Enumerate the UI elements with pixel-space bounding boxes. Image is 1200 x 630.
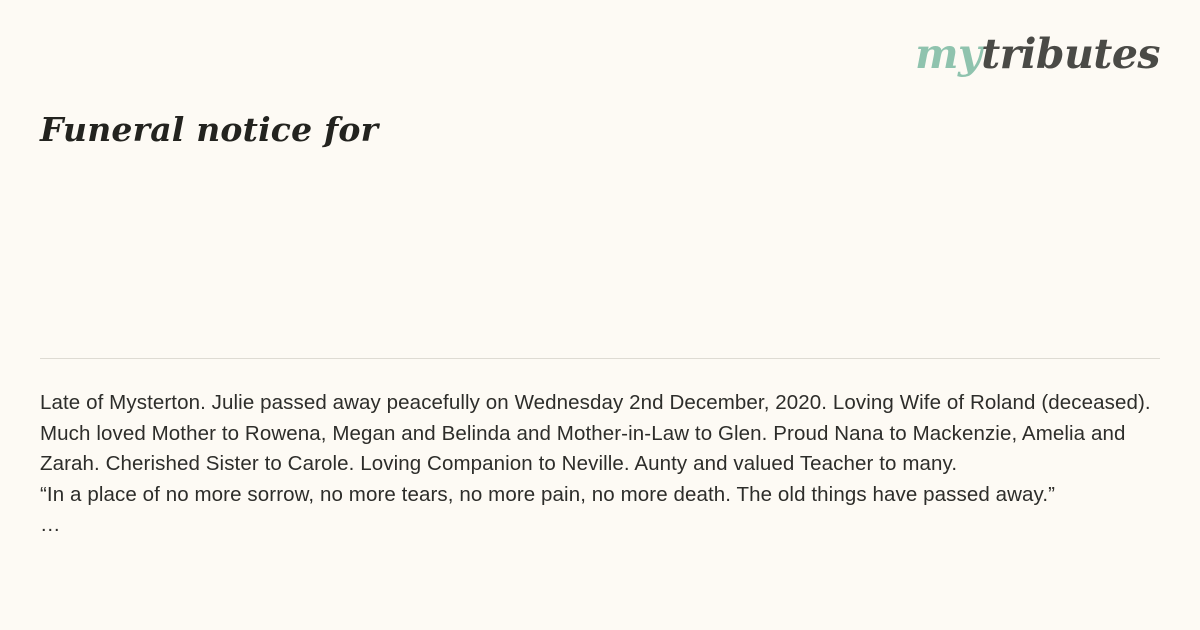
logo-my-text: my [915,30,982,78]
notice-paragraph-main: Late of Mysterton. Julie passed away peacefully on Wednesday 2nd December, 2020. Loving Wife of Roland (deceased). Much loved Mother to Rowena, Megan and Belinda and Mother-in-Law to Glen. Proud Nana to Mackenzie, Amelia and Zarah. Cherished Sister to Carole. Loving Companion to Neville. Aunty and valued Teacher to many. [40,391,1151,475]
mytributes-logo [915,30,1160,78]
horizontal-divider [40,358,1160,359]
notice-paragraph-quote: “In a place of no more sorrow, no more tears, no more pain, no more death. The old things have passed away.” [40,482,1056,506]
page-title: Funeral notice for [40,110,379,150]
notice-body [40,388,1160,541]
logo-tributes-text: tributes [981,30,1160,78]
notice-paragraph-ellipsis: … [40,513,61,536]
